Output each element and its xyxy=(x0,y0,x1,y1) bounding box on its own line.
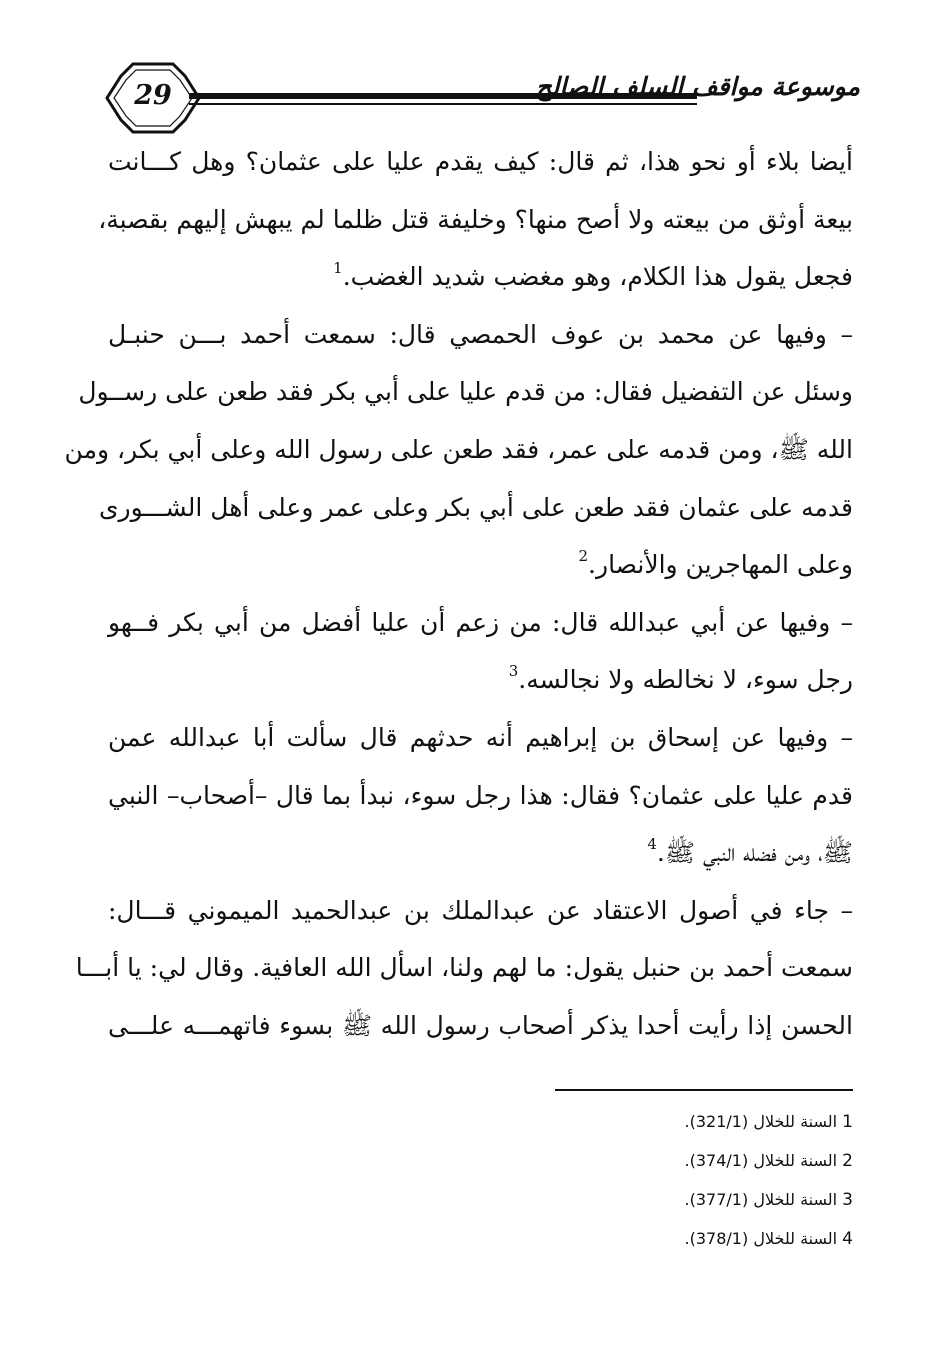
footnote-ref: 1 xyxy=(333,259,343,278)
footnote-text: السنة للخلال (374/1). xyxy=(684,1151,838,1170)
text-line xyxy=(108,824,853,882)
footnote xyxy=(560,1141,853,1180)
footnote-number: 2 xyxy=(842,1151,853,1171)
page-header xyxy=(105,62,860,134)
text-line: الحسن إذا رأيت أحدا يذكر أصحاب رسول الله ﷺ بسوء فاتهمـــه علـــى xyxy=(108,1010,853,1040)
footnote-ref: 4 xyxy=(647,835,657,854)
footnote-text: السنة للخلال (378/1). xyxy=(684,1229,838,1248)
header-rule-thin xyxy=(189,103,697,105)
footnote xyxy=(560,1219,853,1258)
text-line: الله ﷺ، ومن قدمه على عمر، فقد طعن على رسول الله وعلى أبي بكر، ومن xyxy=(64,434,853,464)
text-line-content: ﷺ، ومن فضله النبي ﷺ. xyxy=(656,838,853,868)
text-line: – جاء في أصول الاعتقاد عن عبدالملك بن عبدالحميد الميموني قـــال: xyxy=(108,895,853,925)
footnote-text: السنة للخلال (321/1). xyxy=(684,1112,838,1131)
footnote xyxy=(560,1102,853,1141)
text-line xyxy=(108,651,853,709)
footnote-ref: 2 xyxy=(578,547,589,566)
body-text xyxy=(64,133,853,1055)
book-title: موسوعة مواقف السلف الصالح xyxy=(535,72,860,101)
text-line xyxy=(108,248,853,306)
footnote-number: 3 xyxy=(842,1190,853,1210)
text-line: قدم عليا على عثمان؟ فقال: هذا رجل سوء، نبدأ بما قال –أصحاب– النبي xyxy=(108,780,853,810)
text-line: – وفيها عن أبي عبدالله قال: من زعم أن عليا أفضل من أبي بكر فــهو xyxy=(108,607,853,637)
page-number-badge xyxy=(105,62,201,134)
footnotes xyxy=(560,1102,853,1258)
text-line-content: وعلى المهاجرين والأنصار. xyxy=(588,550,853,580)
footnote-number: 4 xyxy=(842,1229,853,1249)
text-line: سمعت أحمد بن حنبل يقول: ما لهم ولنا، اسأل الله العافية. وقال لي: يا أبـــا xyxy=(75,953,853,983)
text-line: – وفيها عن محمد بن عوف الحمصي قال: سمعت أحمد بـــن حنبـل xyxy=(108,319,853,349)
text-line: – وفيها عن إسحاق بن إبراهيم أنه حدثهم قال سألت أبا عبدالله عمن xyxy=(108,722,853,752)
footnote-text: السنة للخلال (377/1). xyxy=(684,1190,838,1209)
footnote-separator xyxy=(555,1089,853,1091)
text-line-content: فجعل يقول هذا الكلام، وهو مغضب شديد الغضب. xyxy=(342,262,853,292)
footnote-number: 1 xyxy=(842,1112,853,1132)
text-line xyxy=(108,536,853,594)
page-number: 29 xyxy=(134,80,172,111)
text-line: وسئل عن التفضيل فقال: من قدم عليا على أبي بكر فقد طعن على رســول xyxy=(78,377,853,407)
text-line: أيضا بلاء أو نحو هذا، ثم قال: كيف يقدم عليا على عثمان؟ وهل كـــانت xyxy=(108,147,853,176)
text-line-content: رجل سوء، لا نخالطه ولا نجالسه. xyxy=(518,665,853,695)
footnote xyxy=(560,1180,853,1219)
text-line: بيعة أوثق من بيعته ولا أصح منها؟ وخليفة قتل ظلما لم يبهش إليهم بقصبة، xyxy=(98,204,853,234)
text-line: قدمه على عثمان فقد طعن على أبي بكر وعلى عمر وعلى أهل الشـــورى xyxy=(98,492,853,522)
footnote-ref: 3 xyxy=(508,662,519,681)
